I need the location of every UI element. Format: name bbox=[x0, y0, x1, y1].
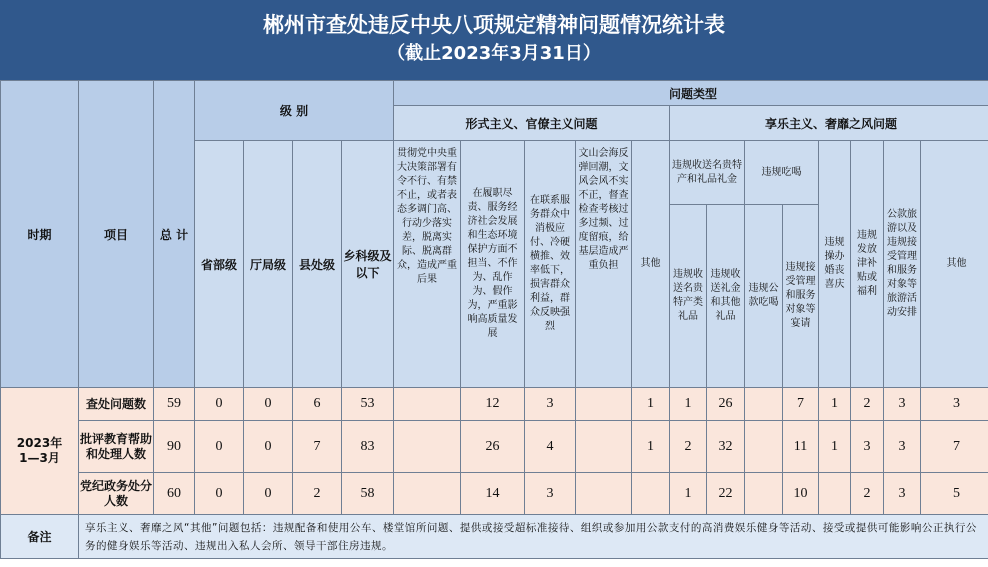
level-header-province: 省部级 bbox=[195, 141, 244, 388]
formalism-cell: 12 bbox=[461, 388, 525, 421]
level-header-county: 县处级 bbox=[293, 141, 342, 388]
formalism-cell bbox=[576, 473, 632, 515]
table-row bbox=[1, 388, 988, 421]
page-title: 郴州市查处违反中央八项规定精神问题情况统计表 bbox=[263, 13, 725, 37]
formalism-cell: 4 bbox=[525, 421, 576, 473]
gift-group-header: 违规收送名贵特产和礼品礼金 bbox=[670, 141, 745, 205]
formalism-header-3: 在联系服务群众中消极应付、冷硬横推、效率低下，损害群众利益，群众反映强烈 bbox=[525, 141, 576, 388]
level-cell: 6 bbox=[293, 388, 342, 421]
dining-cell bbox=[745, 388, 783, 421]
hedonism-header-other: 其他 bbox=[921, 141, 988, 388]
hedonism-cell: 7 bbox=[921, 421, 988, 473]
total-cell: 59 bbox=[154, 388, 195, 421]
row-label: 党纪政务处分人数 bbox=[79, 473, 154, 515]
gift-cell: 1 bbox=[670, 473, 707, 515]
gift-cell: 2 bbox=[670, 421, 707, 473]
period-header: 时期 bbox=[1, 81, 79, 388]
hedonism-cell: 3 bbox=[884, 473, 921, 515]
dining-cell: 7 bbox=[783, 388, 819, 421]
statistics-table bbox=[0, 80, 988, 559]
gift-cell: 22 bbox=[707, 473, 745, 515]
level-cell: 0 bbox=[244, 388, 293, 421]
hedonism-header-subsidy: 违规发放津补贴或福利 bbox=[851, 141, 884, 388]
level-group-header: 级 别 bbox=[195, 81, 394, 141]
level-cell: 83 bbox=[342, 421, 394, 473]
footer-note: 享乐主义、奢靡之风“其他”问题包括：违规配备和使用公车、楼堂馆所问题、提供或接受超标准接待、组织或参加用公款支付的高消费娱乐健身等活动、接受或提供可能影响公正执行公务的健身娱乐等活动、违规出入私人会所、领导干部住房违规。 bbox=[79, 515, 988, 559]
hedonism-cell: 1 bbox=[819, 388, 851, 421]
hedonism-cell: 1 bbox=[819, 421, 851, 473]
gift-cell: 26 bbox=[707, 388, 745, 421]
table-row bbox=[1, 473, 988, 515]
formalism-cell bbox=[576, 421, 632, 473]
total-header: 总 计 bbox=[154, 81, 195, 388]
gift-sub-header-cash: 违规收送礼金和其他礼品 bbox=[707, 205, 745, 388]
hedonism-cell: 2 bbox=[851, 473, 884, 515]
formalism-cell: 1 bbox=[632, 421, 670, 473]
item-header: 项目 bbox=[79, 81, 154, 388]
hedonism-header-travel: 公款旅游以及违规接受管理和服务对象等旅游活动安排 bbox=[884, 141, 921, 388]
formalism-group-header: 形式主义、官僚主义问题 bbox=[394, 106, 670, 141]
formalism-header-1: 贯彻党中央重大决策部署有令不行、有禁不止，或者表态多调门高、行动少落实差，脱离实际、脱离群众，造成严重后果 bbox=[394, 141, 461, 388]
formalism-cell bbox=[632, 473, 670, 515]
gift-sub-header-specialty: 违规收送名贵特产类礼品 bbox=[670, 205, 707, 388]
hedonism-cell bbox=[819, 473, 851, 515]
level-cell: 0 bbox=[195, 421, 244, 473]
total-cell: 60 bbox=[154, 473, 195, 515]
dining-sub-header-banquet: 违规接受管理和服务对象等宴请 bbox=[783, 205, 819, 388]
hedonism-cell: 3 bbox=[884, 421, 921, 473]
footer-label: 备注 bbox=[1, 515, 79, 559]
hedonism-cell: 5 bbox=[921, 473, 988, 515]
formalism-cell bbox=[394, 421, 461, 473]
level-cell: 7 bbox=[293, 421, 342, 473]
hedonism-cell: 3 bbox=[921, 388, 988, 421]
dining-cell: 10 bbox=[783, 473, 819, 515]
gift-cell: 32 bbox=[707, 421, 745, 473]
table-row bbox=[1, 421, 988, 473]
dining-cell: 11 bbox=[783, 421, 819, 473]
level-cell: 58 bbox=[342, 473, 394, 515]
level-cell: 0 bbox=[244, 421, 293, 473]
period-cell: 2023年 1—3月 bbox=[1, 388, 79, 515]
gift-cell: 1 bbox=[670, 388, 707, 421]
level-cell: 0 bbox=[195, 388, 244, 421]
dining-sub-header-public: 违规公款吃喝 bbox=[745, 205, 783, 388]
footer-row bbox=[1, 515, 988, 559]
formalism-cell: 1 bbox=[632, 388, 670, 421]
formalism-header-other: 其他 bbox=[632, 141, 670, 388]
page-subtitle: （截止2023年3月31日） bbox=[387, 43, 601, 64]
level-header-township: 乡科级及以下 bbox=[342, 141, 394, 388]
level-cell: 53 bbox=[342, 388, 394, 421]
formalism-cell: 26 bbox=[461, 421, 525, 473]
level-cell: 0 bbox=[195, 473, 244, 515]
formalism-cell: 14 bbox=[461, 473, 525, 515]
row-label: 批评教育帮助和处理人数 bbox=[79, 421, 154, 473]
title-banner bbox=[0, 0, 988, 81]
dining-group-header: 违规吃喝 bbox=[745, 141, 819, 205]
hedonism-group-header: 享乐主义、奢靡之风问题 bbox=[670, 106, 988, 141]
hedonism-cell: 2 bbox=[851, 388, 884, 421]
type-group-header: 问题类型 bbox=[394, 81, 988, 106]
dining-cell bbox=[745, 421, 783, 473]
level-header-bureau: 厅局级 bbox=[244, 141, 293, 388]
formalism-cell bbox=[394, 388, 461, 421]
formalism-cell: 3 bbox=[525, 388, 576, 421]
level-cell: 0 bbox=[244, 473, 293, 515]
hedonism-cell: 3 bbox=[851, 421, 884, 473]
formalism-header-4: 文山会海反弹回潮，文风会风不实不正，督查检查考核过多过频、过度留痕，给基层造成严重负担 bbox=[576, 141, 632, 388]
level-cell: 2 bbox=[293, 473, 342, 515]
formalism-cell bbox=[576, 388, 632, 421]
formalism-cell: 3 bbox=[525, 473, 576, 515]
row-label: 查处问题数 bbox=[79, 388, 154, 421]
hedonism-cell: 3 bbox=[884, 388, 921, 421]
hedonism-header-wedding: 违规操办婚丧喜庆 bbox=[819, 141, 851, 388]
total-cell: 90 bbox=[154, 421, 195, 473]
formalism-cell bbox=[394, 473, 461, 515]
formalism-header-2: 在履职尽责、服务经济社会发展和生态环境保护方面不担当、不作为、乱作为、假作为，严重影响高质量发展 bbox=[461, 141, 525, 388]
dining-cell bbox=[745, 473, 783, 515]
